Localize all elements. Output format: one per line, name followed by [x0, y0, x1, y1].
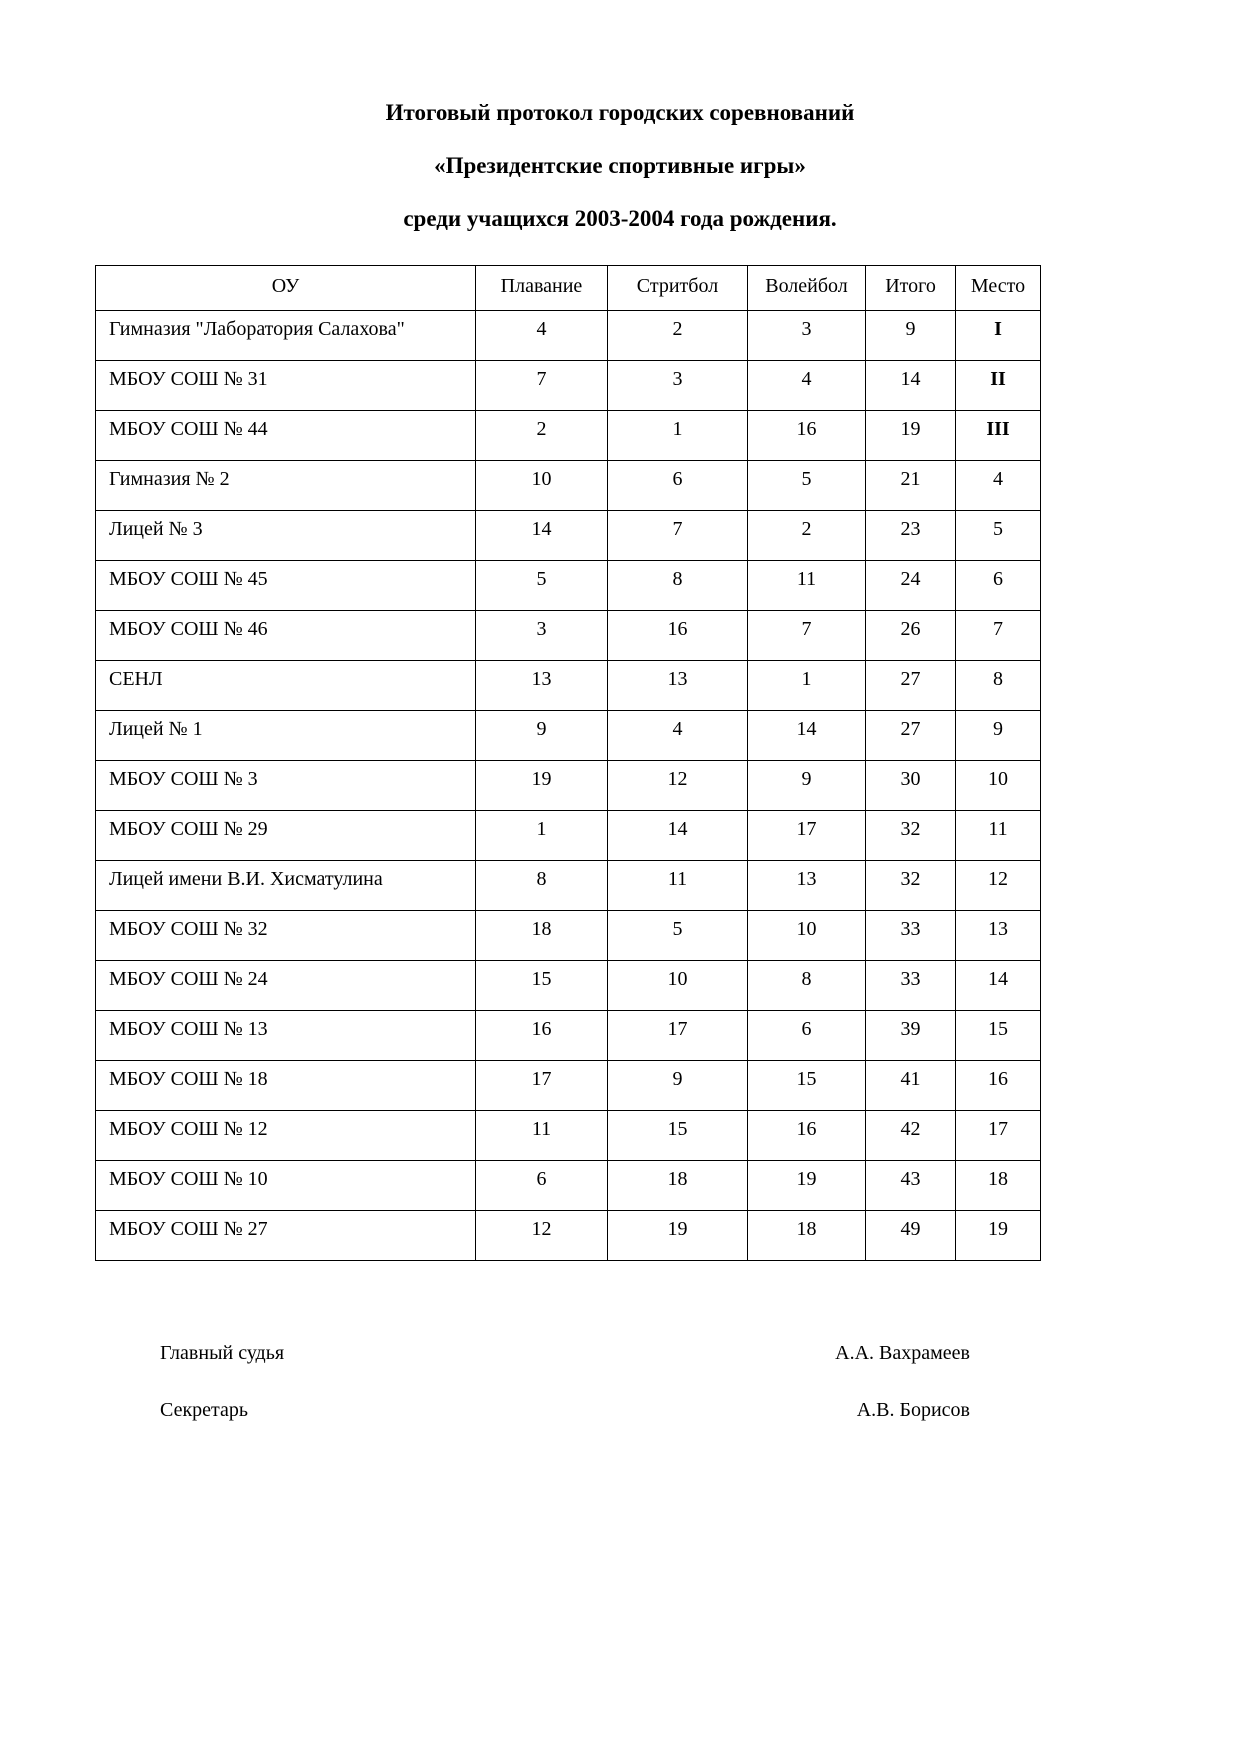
table-row [96, 1011, 1041, 1061]
volleyball-cell: 8 [748, 961, 866, 1011]
table-row [96, 961, 1041, 1011]
header-school: ОУ [96, 266, 476, 311]
volleyball-cell: 18 [748, 1211, 866, 1261]
school-name-cell: МБОУ СОШ № 46 [96, 611, 476, 661]
volleyball-cell: 4 [748, 361, 866, 411]
streetball-cell: 2 [608, 311, 748, 361]
table-row [96, 361, 1041, 411]
streetball-cell: 6 [608, 461, 748, 511]
signature-row-chief-judge [160, 1341, 970, 1365]
table-row [96, 661, 1041, 711]
volleyball-cell: 16 [748, 1111, 866, 1161]
volleyball-cell: 9 [748, 761, 866, 811]
table-row [96, 911, 1041, 961]
total-cell: 26 [866, 611, 956, 661]
swimming-cell: 19 [476, 761, 608, 811]
table-row [96, 811, 1041, 861]
chief-judge-role: Главный судья [160, 1342, 285, 1364]
header-volleyball: Волейбол [748, 266, 866, 311]
place-cell: 8 [956, 661, 1041, 711]
total-cell: 33 [866, 961, 956, 1011]
streetball-cell: 5 [608, 911, 748, 961]
table-row [96, 561, 1041, 611]
total-cell: 24 [866, 561, 956, 611]
place-cell: II [956, 361, 1041, 411]
place-cell: 16 [956, 1061, 1041, 1111]
school-name-cell: МБОУ СОШ № 32 [96, 911, 476, 961]
school-name-cell: Лицей имени В.И. Хисматулина [96, 861, 476, 911]
streetball-cell: 8 [608, 561, 748, 611]
results-table-body [96, 311, 1041, 1261]
volleyball-cell: 11 [748, 561, 866, 611]
streetball-cell: 17 [608, 1011, 748, 1061]
school-name-cell: Гимназия "Лаборатория Салахова" [96, 311, 476, 361]
swimming-cell: 7 [476, 361, 608, 411]
school-name-cell: Лицей № 1 [96, 711, 476, 761]
volleyball-cell: 1 [748, 661, 866, 711]
swimming-cell: 1 [476, 811, 608, 861]
school-name-cell: МБОУ СОШ № 44 [96, 411, 476, 461]
total-cell: 49 [866, 1211, 956, 1261]
place-cell: 6 [956, 561, 1041, 611]
place-cell: 9 [956, 711, 1041, 761]
volleyball-cell: 16 [748, 411, 866, 461]
school-name-cell: МБОУ СОШ № 13 [96, 1011, 476, 1061]
place-cell: 12 [956, 861, 1041, 911]
school-name-cell: МБОУ СОШ № 31 [96, 361, 476, 411]
volleyball-cell: 19 [748, 1161, 866, 1211]
swimming-cell: 5 [476, 561, 608, 611]
total-cell: 19 [866, 411, 956, 461]
title-line-3: среди учащихся 2003-2004 года рождения. [403, 206, 837, 231]
swimming-cell: 4 [476, 311, 608, 361]
volleyball-cell: 6 [748, 1011, 866, 1061]
swimming-cell: 14 [476, 511, 608, 561]
place-cell: I [956, 311, 1041, 361]
place-cell: 15 [956, 1011, 1041, 1061]
volleyball-cell: 10 [748, 911, 866, 961]
streetball-cell: 11 [608, 861, 748, 911]
streetball-cell: 14 [608, 811, 748, 861]
school-name-cell: МБОУ СОШ № 29 [96, 811, 476, 861]
signatures-block [160, 1341, 970, 1422]
table-row [96, 1211, 1041, 1261]
table-row [96, 511, 1041, 561]
swimming-cell: 13 [476, 661, 608, 711]
place-cell: 7 [956, 611, 1041, 661]
swimming-cell: 8 [476, 861, 608, 911]
streetball-cell: 7 [608, 511, 748, 561]
place-cell: 14 [956, 961, 1041, 1011]
table-row [96, 461, 1041, 511]
total-cell: 39 [866, 1011, 956, 1061]
table-row [96, 1161, 1041, 1211]
school-name-cell: Лицей № 3 [96, 511, 476, 561]
total-cell: 32 [866, 861, 956, 911]
school-name-cell: МБОУ СОШ № 27 [96, 1211, 476, 1261]
school-name-cell: МБОУ СОШ № 45 [96, 561, 476, 611]
streetball-cell: 13 [608, 661, 748, 711]
swimming-cell: 11 [476, 1111, 608, 1161]
swimming-cell: 18 [476, 911, 608, 961]
place-cell: 17 [956, 1111, 1041, 1161]
volleyball-cell: 15 [748, 1061, 866, 1111]
place-cell: 10 [956, 761, 1041, 811]
header-row [96, 266, 1041, 311]
header-streetball: Стритбол [608, 266, 748, 311]
total-cell: 23 [866, 511, 956, 561]
total-cell: 30 [866, 761, 956, 811]
total-cell: 32 [866, 811, 956, 861]
place-cell: III [956, 411, 1041, 461]
school-name-cell: МБОУ СОШ № 18 [96, 1061, 476, 1111]
total-cell: 9 [866, 311, 956, 361]
streetball-cell: 3 [608, 361, 748, 411]
swimming-cell: 3 [476, 611, 608, 661]
table-row [96, 861, 1041, 911]
swimming-cell: 2 [476, 411, 608, 461]
volleyball-cell: 7 [748, 611, 866, 661]
title-line-2: «Президентские спортивные игры» [434, 153, 806, 178]
results-table [95, 265, 1041, 1261]
chief-judge-name: А.А. Вахрамеев [835, 1342, 970, 1364]
table-row [96, 1061, 1041, 1111]
place-cell: 11 [956, 811, 1041, 861]
results-table-head [96, 266, 1041, 311]
streetball-cell: 18 [608, 1161, 748, 1211]
streetball-cell: 15 [608, 1111, 748, 1161]
header-place: Место [956, 266, 1041, 311]
place-cell: 19 [956, 1211, 1041, 1261]
swimming-cell: 17 [476, 1061, 608, 1111]
secretary-role: Секретарь [160, 1399, 249, 1421]
table-row [96, 1111, 1041, 1161]
total-cell: 21 [866, 461, 956, 511]
total-cell: 27 [866, 661, 956, 711]
streetball-cell: 4 [608, 711, 748, 761]
school-name-cell: СЕНЛ [96, 661, 476, 711]
total-cell: 43 [866, 1161, 956, 1211]
school-name-cell: МБОУ СОШ № 3 [96, 761, 476, 811]
volleyball-cell: 13 [748, 861, 866, 911]
swimming-cell: 12 [476, 1211, 608, 1261]
volleyball-cell: 3 [748, 311, 866, 361]
volleyball-cell: 2 [748, 511, 866, 561]
streetball-cell: 1 [608, 411, 748, 461]
place-cell: 18 [956, 1161, 1041, 1211]
title-line-1: Итоговый протокол городских соревнований [385, 100, 855, 125]
place-cell: 5 [956, 511, 1041, 561]
streetball-cell: 12 [608, 761, 748, 811]
place-cell: 13 [956, 911, 1041, 961]
volleyball-cell: 5 [748, 461, 866, 511]
total-cell: 14 [866, 361, 956, 411]
table-row [96, 761, 1041, 811]
table-row [96, 711, 1041, 761]
school-name-cell: МБОУ СОШ № 12 [96, 1111, 476, 1161]
header-swimming: Плавание [476, 266, 608, 311]
school-name-cell: МБОУ СОШ № 10 [96, 1161, 476, 1211]
streetball-cell: 19 [608, 1211, 748, 1261]
swimming-cell: 6 [476, 1161, 608, 1211]
streetball-cell: 16 [608, 611, 748, 661]
swimming-cell: 16 [476, 1011, 608, 1061]
place-cell: 4 [956, 461, 1041, 511]
results-table-wrapper [95, 265, 1040, 1261]
swimming-cell: 15 [476, 961, 608, 1011]
header-total: Итого [866, 266, 956, 311]
swimming-cell: 9 [476, 711, 608, 761]
table-row [96, 611, 1041, 661]
signature-row-secretary [160, 1398, 970, 1422]
volleyball-cell: 14 [748, 711, 866, 761]
secretary-name: А.В. Борисов [856, 1399, 970, 1421]
table-row [96, 411, 1041, 461]
total-cell: 27 [866, 711, 956, 761]
volleyball-cell: 17 [748, 811, 866, 861]
streetball-cell: 9 [608, 1061, 748, 1111]
document-title [0, 100, 1240, 232]
total-cell: 33 [866, 911, 956, 961]
school-name-cell: МБОУ СОШ № 24 [96, 961, 476, 1011]
school-name-cell: Гимназия № 2 [96, 461, 476, 511]
table-row [96, 311, 1041, 361]
total-cell: 42 [866, 1111, 956, 1161]
swimming-cell: 10 [476, 461, 608, 511]
total-cell: 41 [866, 1061, 956, 1111]
streetball-cell: 10 [608, 961, 748, 1011]
